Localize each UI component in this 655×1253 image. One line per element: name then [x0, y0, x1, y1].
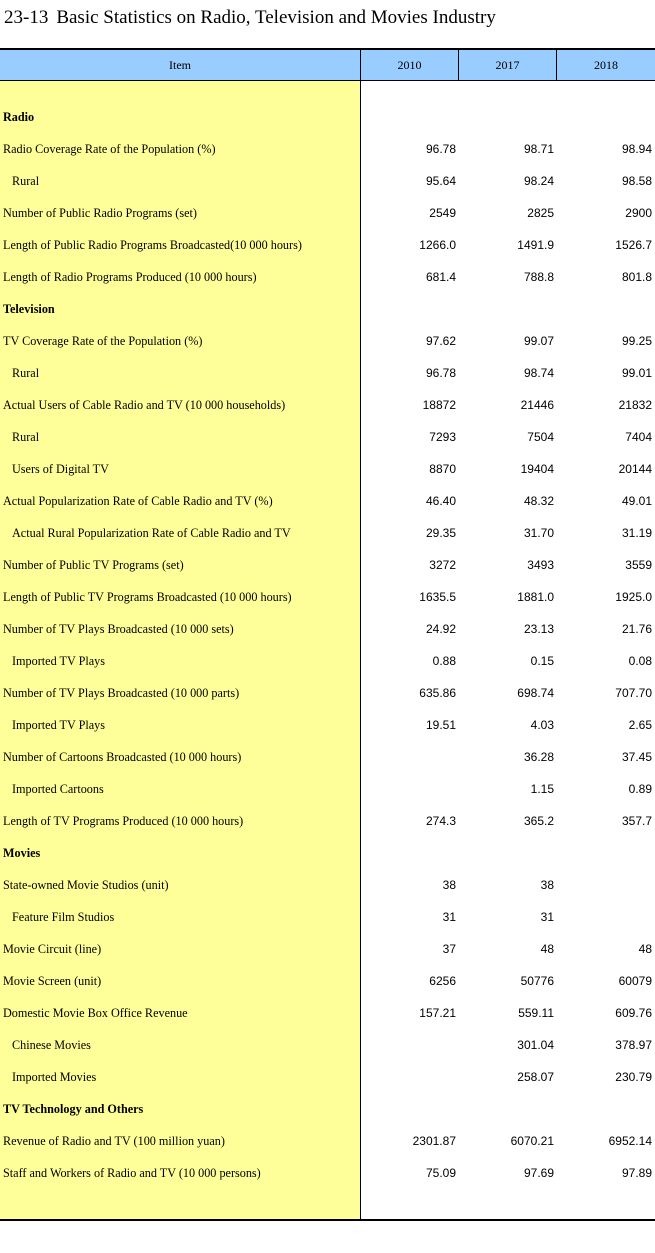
value-2017: 50776: [520, 974, 554, 988]
value-2010: 1266.0: [419, 238, 456, 252]
table-row: [0, 677, 655, 709]
value-2017: 99.07: [523, 334, 554, 348]
section-title: TV Technology and Others: [3, 1102, 144, 1116]
section-title: Movies: [3, 846, 41, 860]
table-row: [0, 613, 655, 645]
value-2017: 23.13: [523, 622, 554, 636]
table-row: [0, 709, 655, 741]
value-2018: 97.89: [621, 1166, 652, 1180]
table-row: [0, 389, 655, 421]
value-2017: 559.11: [518, 1006, 554, 1020]
value-2010: 681.4: [425, 270, 456, 284]
row-label: Number of TV Plays Broadcasted (10 000 sets): [3, 622, 234, 636]
value-2018: 20144: [618, 462, 652, 476]
column-header-item: Item: [0, 50, 361, 80]
row-label: Length of TV Programs Produced (10 000 hours): [3, 814, 244, 828]
section-row: [0, 101, 655, 133]
row-label: Radio Coverage Rate of the Population (%): [3, 142, 216, 156]
value-2017: 2825: [527, 206, 554, 220]
value-2018: 99.01: [621, 366, 652, 380]
table-row: [0, 485, 655, 517]
row-label: Actual Users of Cable Radio and TV (10 000 households): [3, 398, 286, 412]
table-number: 23-13: [4, 7, 49, 28]
table-row: [0, 261, 655, 293]
value-2017: 301.04: [517, 1038, 554, 1052]
value-2010: 18872: [422, 398, 456, 412]
row-label: Actual Rural Popularization Rate of Cable Radio and TV: [12, 526, 291, 540]
table-row: [0, 325, 655, 357]
row-label: State-owned Movie Studios (unit): [3, 878, 169, 892]
value-2010: 8870: [429, 462, 456, 476]
row-label: Actual Popularization Rate of Cable Radio and TV (%): [3, 494, 273, 508]
row-label: Movie Circuit (line): [3, 942, 102, 956]
row-label: Rural: [12, 174, 40, 188]
value-2018: 2.65: [628, 718, 652, 732]
table-row: [0, 229, 655, 261]
value-2010: 157.21: [419, 1006, 456, 1020]
value-2018: 609.76: [615, 1006, 652, 1020]
row-label: Staff and Workers of Radio and TV (10 000 persons): [3, 1166, 261, 1180]
value-2018: 0.89: [628, 782, 652, 796]
table-row: [0, 805, 655, 837]
value-2010: 6256: [429, 974, 456, 988]
row-label: Number of Public Radio Programs (set): [3, 206, 197, 220]
value-2018: 707.70: [615, 686, 652, 700]
value-2018: 99.25: [621, 334, 652, 348]
row-label: Users of Digital TV: [12, 462, 109, 476]
section-row: [0, 1093, 655, 1125]
row-label: Domestic Movie Box Office Revenue: [3, 1006, 188, 1020]
value-2010: 29.35: [425, 526, 456, 540]
row-label: Number of Public TV Programs (set): [3, 558, 184, 572]
value-2010: 2549: [429, 206, 456, 220]
row-label: Imported TV Plays: [12, 654, 105, 668]
value-2017: 98.24: [523, 174, 554, 188]
table-header: [0, 50, 655, 81]
value-2018: 21832: [618, 398, 652, 412]
value-2017: 1881.0: [517, 590, 554, 604]
table-row: [0, 1157, 655, 1189]
section-title: Radio: [3, 110, 35, 124]
table-row: [0, 421, 655, 453]
value-2017: 98.71: [523, 142, 554, 156]
value-2017: 258.07: [517, 1070, 554, 1084]
value-2018: 98.94: [621, 142, 652, 156]
value-2018: 1925.0: [615, 590, 652, 604]
value-2017: 1491.9: [517, 238, 554, 252]
value-2017: 31.70: [523, 526, 554, 540]
value-2017: 21446: [520, 398, 554, 412]
value-2017: 0.15: [530, 654, 554, 668]
value-2017: 1.15: [530, 782, 554, 796]
value-2010: 3272: [429, 558, 456, 572]
table-row: [0, 869, 655, 901]
column-header-2010: 2010: [361, 50, 459, 80]
value-2017: 698.74: [517, 686, 554, 700]
value-2018: 49.01: [621, 494, 652, 508]
table-row: [0, 965, 655, 997]
table-row: [0, 1061, 655, 1093]
row-label: Number of TV Plays Broadcasted (10 000 parts): [3, 686, 240, 700]
row-label: Imported TV Plays: [12, 718, 105, 732]
value-2018: 357.7: [621, 814, 652, 828]
value-2010: 96.78: [425, 142, 456, 156]
value-2010: 95.64: [425, 174, 456, 188]
value-2017: 19404: [520, 462, 554, 476]
value-2017: 788.8: [523, 270, 554, 284]
row-label: Number of Cartoons Broadcasted (10 000 hours): [3, 750, 242, 764]
row-label: Imported Cartoons: [12, 782, 104, 796]
row-label: Rural: [12, 430, 40, 444]
section-row: [0, 837, 655, 869]
table-row: [0, 933, 655, 965]
row-label: Length of Public Radio Programs Broadcasted(10 000 hours): [3, 238, 302, 252]
value-2010: 1635.5: [419, 590, 456, 604]
value-2017: 31: [540, 910, 554, 924]
bottom-rule: [0, 1219, 655, 1221]
value-2018: 60079: [618, 974, 652, 988]
table-row: [0, 197, 655, 229]
value-2018: 0.08: [628, 654, 652, 668]
table-row: [0, 741, 655, 773]
value-2018: 2900: [625, 206, 652, 220]
table-row: [0, 581, 655, 613]
table-row: [0, 1125, 655, 1157]
table-row: [0, 997, 655, 1029]
table-row: [0, 165, 655, 197]
table-row: [0, 645, 655, 677]
value-2018: 3559: [625, 558, 652, 572]
section-row: [0, 293, 655, 325]
value-2018: 37.45: [621, 750, 652, 764]
value-2018: 801.8: [621, 270, 652, 284]
value-2017: 3493: [527, 558, 554, 572]
value-2017: 38: [540, 878, 554, 892]
value-2010: 2301.87: [412, 1134, 456, 1148]
value-2010: 38: [442, 878, 456, 892]
value-2010: 46.40: [425, 494, 456, 508]
row-label: Feature Film Studios: [12, 910, 115, 924]
value-2017: 36.28: [523, 750, 554, 764]
value-2018: 21.76: [621, 622, 652, 636]
page-title: [4, 6, 496, 30]
value-2018: 230.79: [615, 1070, 652, 1084]
row-label: TV Coverage Rate of the Population (%): [3, 334, 203, 348]
row-label: Movie Screen (unit): [3, 974, 102, 988]
row-label: Chinese Movies: [12, 1038, 91, 1052]
table-row: [0, 773, 655, 805]
value-2010: 0.88: [432, 654, 456, 668]
value-2017: 97.69: [523, 1166, 554, 1180]
value-2017: 48: [540, 942, 554, 956]
value-2018: 48: [638, 942, 652, 956]
table-row: [0, 1029, 655, 1061]
value-2017: 365.2: [523, 814, 554, 828]
value-2010: 635.86: [419, 686, 456, 700]
value-2010: 274.3: [425, 814, 456, 828]
value-2010: 37: [442, 942, 456, 956]
table-row: [0, 549, 655, 581]
table-row: [0, 133, 655, 165]
value-2018: 378.97: [615, 1038, 652, 1052]
column-header-2018: 2018: [594, 58, 618, 72]
value-2010: 75.09: [425, 1166, 456, 1180]
value-2010: 31: [442, 910, 456, 924]
value-2018: 6952.14: [608, 1134, 652, 1148]
table-row: [0, 357, 655, 389]
value-2018: 31.19: [621, 526, 652, 540]
value-2017: 48.32: [523, 494, 554, 508]
value-2018: 98.58: [621, 174, 652, 188]
table-row: [0, 901, 655, 933]
table-title: Basic Statistics on Radio, Television and Movies Industry: [56, 7, 496, 28]
value-2010: 96.78: [425, 366, 456, 380]
value-2010: 24.92: [425, 622, 456, 636]
row-label: Rural: [12, 366, 40, 380]
column-header-2017: 2017: [459, 50, 557, 80]
row-label: Length of Radio Programs Produced (10 000 hours): [3, 270, 257, 284]
value-2017: 6070.21: [510, 1134, 554, 1148]
value-2018: 1526.7: [615, 238, 652, 252]
row-label: Revenue of Radio and TV (100 million yuan): [3, 1134, 225, 1148]
row-label: Imported Movies: [12, 1070, 97, 1084]
value-2017: 98.74: [523, 366, 554, 380]
value-2017: 4.03: [530, 718, 554, 732]
section-title: Television: [3, 302, 55, 316]
value-2018: 7404: [625, 430, 652, 444]
value-2017: 7504: [527, 430, 554, 444]
value-2010: 19.51: [425, 718, 456, 732]
table-row: [0, 453, 655, 485]
table-row: [0, 517, 655, 549]
value-2010: 97.62: [425, 334, 456, 348]
value-2010: 7293: [429, 430, 456, 444]
row-label: Length of Public TV Programs Broadcasted (10 000 hours): [3, 590, 292, 604]
